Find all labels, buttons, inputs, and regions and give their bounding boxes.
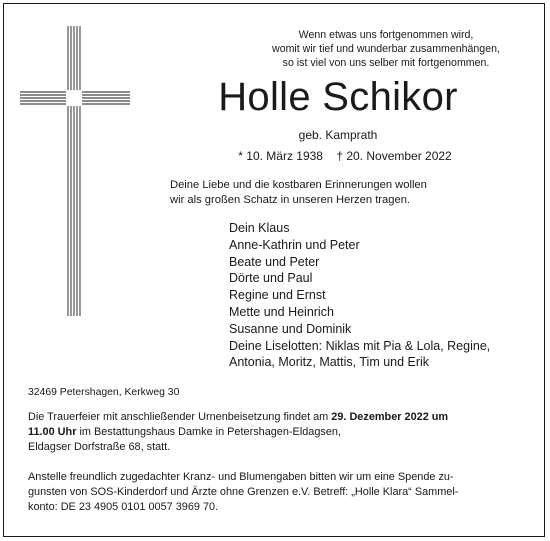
funeral-line: Eldagser Dorfstraße 68, statt. bbox=[28, 441, 171, 453]
mourner-entry: Antonia, Moritz, Mattis, Tim und Erik bbox=[229, 355, 430, 370]
maiden-name: geb. Kamprath bbox=[298, 128, 378, 142]
mourner-entry: Beate und Peter bbox=[229, 254, 320, 269]
mourners-list bbox=[229, 220, 539, 371]
funeral-date: 29. Dezember 2022 um bbox=[331, 411, 449, 423]
remembrance-quote bbox=[170, 178, 470, 208]
motto-line: womit wir tief und wunderbar zusammenhängen, bbox=[272, 43, 500, 55]
motto-verse bbox=[240, 28, 532, 70]
funeral-text: im Bestattungshaus Damke in Petershagen-Eldagsen, bbox=[76, 426, 341, 438]
mourner-entry: Mette und Heinrich bbox=[229, 304, 334, 319]
donation-line: gunsten von SOS-Kinderdorf und Ärzte ohne Grenzen e.V. Betreff: „Holle Klara“ Sammel- bbox=[28, 486, 459, 498]
deceased-name: Holle Schikor bbox=[218, 75, 458, 119]
mourner-entry: Susanne und Dominik bbox=[229, 321, 352, 336]
cross-icon bbox=[20, 26, 130, 316]
funeral-text: Die Trauerfeier mit anschließender Urnenbeisetzung findet am bbox=[28, 411, 332, 423]
mourner-entry: Dörte und Paul bbox=[229, 271, 313, 286]
mourning-address: 32469 Petershagen, Kerkweg 30 bbox=[28, 387, 180, 398]
motto-line: so ist viel von uns selber mit fortgenommen. bbox=[282, 57, 490, 69]
birth-date: * 10. März 1938 bbox=[238, 149, 323, 163]
mourner-entry: Deine Liselotten: Niklas mit Pia & Lola, Regine, bbox=[229, 338, 491, 353]
mourner-entry: Anne-Kathrin und Peter bbox=[229, 237, 360, 252]
donation-line: konto: DE 23 4905 0101 0057 3969 70. bbox=[28, 501, 219, 513]
donation-notice bbox=[28, 470, 528, 515]
donation-line: Anstelle freundlich zugedachter Kranz- und Blumengaben bitten wir um eine Spende zu- bbox=[28, 471, 454, 483]
mourner-entry: Regine und Ernst bbox=[229, 288, 326, 303]
death-date: † 20. November 2022 bbox=[336, 149, 452, 163]
life-dates bbox=[210, 149, 480, 163]
quote-line: wir als großen Schatz in unseren Herzen tragen. bbox=[170, 194, 411, 206]
motto-line: Wenn etwas uns fortgenommen wird, bbox=[298, 29, 474, 41]
funeral-line bbox=[28, 425, 528, 440]
funeral-notice bbox=[28, 410, 528, 455]
quote-line: Deine Liebe und die kostbaren Erinnerungen wollen bbox=[170, 179, 427, 191]
mourner-entry: Dein Klaus bbox=[229, 221, 290, 235]
funeral-time: 11.00 Uhr bbox=[28, 426, 77, 438]
funeral-line bbox=[28, 410, 528, 425]
